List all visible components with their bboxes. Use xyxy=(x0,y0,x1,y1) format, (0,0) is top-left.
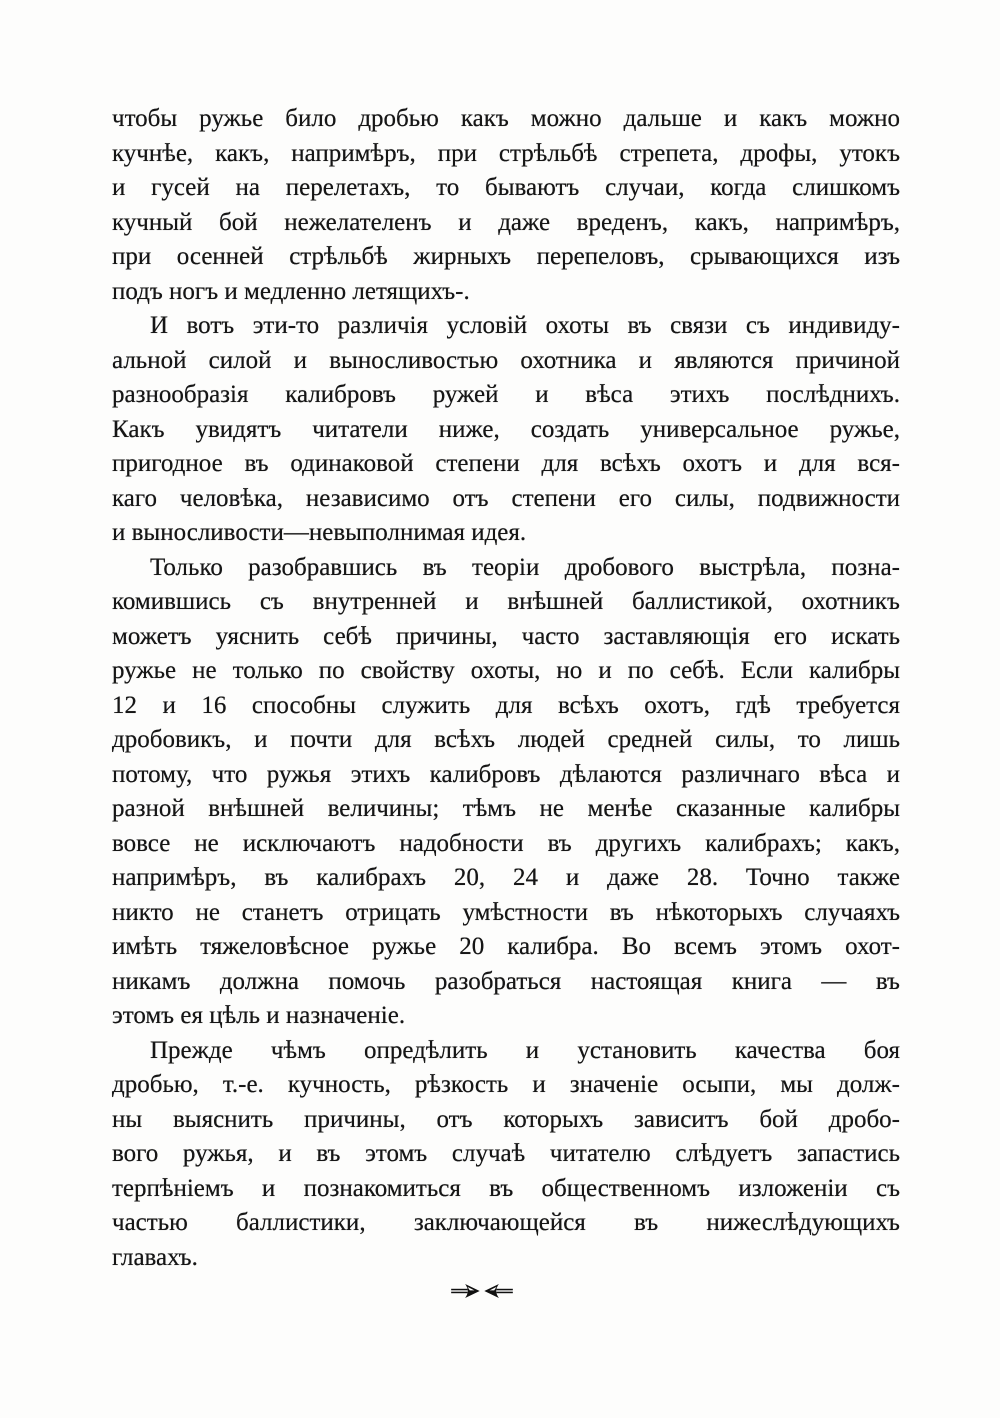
paragraph xyxy=(112,1034,900,1276)
text-line: вовсе не исключаютъ надобности въ другихъ калибрахъ; какъ, xyxy=(112,829,900,857)
text-line: альной силой и выносливостью охотника и являются причиной xyxy=(112,346,900,374)
text-line: чтобы ружье било дробью какъ можно дальше и какъ можно xyxy=(112,105,900,132)
text-line: ны выяснить причины, отъ которыхъ зависитъ бой дробо- xyxy=(112,1105,900,1133)
text-line: кучнѣе, какъ, напримѣръ, при стрѣльбѣ стрепета, дрофы, утокъ xyxy=(112,139,900,167)
text-block xyxy=(112,102,900,1275)
text-line: Только разобравшись въ теоріи дробового выстрѣла, позна- xyxy=(150,553,900,581)
text-line: дробью, т.-е. кучность, рѣзкость и значеніе осыпи, мы долж- xyxy=(112,1071,900,1098)
text-line: разнообразія калибровъ ружей и вѣса этихъ послѣднихъ. xyxy=(112,381,900,408)
paragraph xyxy=(112,102,900,309)
text-line: никто не станетъ отрицать умѣстности въ нѣкоторыхъ случаяхъ xyxy=(112,898,900,926)
ornament-divider-icon xyxy=(112,1281,852,1306)
text-line: разной внѣшней величины; тѣмъ не менѣе сказанные калибры xyxy=(112,795,900,822)
text-line: И вотъ эти-то различія условій охоты въ связи съ индивиду- xyxy=(150,312,900,339)
text-line: Прежде чѣмъ опредѣлить и установить качества боя xyxy=(150,1036,900,1064)
text-line: каго человѣка, независимо отъ степени его силы, подвижности xyxy=(112,484,900,512)
text-line: вого ружья, и въ этомъ случаѣ читателю слѣдуетъ запастись xyxy=(112,1140,900,1167)
text-line: ружье не только по свойству охоты, но и по себѣ. Если калибры xyxy=(112,657,900,684)
text-line: комившись съ внутренней и внѣшней баллистикой, охотникъ xyxy=(112,588,900,615)
text-line: этомъ ея цѣль и назначеніе. xyxy=(112,1002,406,1029)
text-line: и гусей на перелетахъ, то бываютъ случаи, когда слишкомъ xyxy=(112,174,900,201)
text-line: 12 и 16 способны служить для всѣхъ охотъ, гдѣ требуется xyxy=(112,691,900,719)
text-line: кучный бой нежелателенъ и даже вреденъ, какъ, напримѣръ, xyxy=(112,208,900,236)
text-line: потому, что ружья этихъ калибровъ дѣлаются различнаго вѣса и xyxy=(112,760,900,788)
text-line: Какъ увидятъ читатели ниже, создать универсальное ружье, xyxy=(112,415,900,443)
text-line: подъ ногъ и медленно летящихъ-. xyxy=(112,277,470,305)
text-line: терпѣніемъ и познакомиться въ общественномъ изложеніи съ xyxy=(112,1174,900,1202)
text-line: пригодное въ одинаковой степени для всѣхъ охотъ и для вся- xyxy=(112,450,900,477)
text-line: напримѣръ, въ калибрахъ 20, 24 и даже 28. Точно также xyxy=(112,864,900,891)
text-line: имѣть тяжеловѣсное ружье 20 калибра. Во всемъ этомъ охот- xyxy=(112,933,900,960)
text-line: главахъ. xyxy=(112,1243,198,1271)
text-line: при осенней стрѣльбѣ жирныхъ перепеловъ, срывающихся изъ xyxy=(112,243,900,270)
text-line: можетъ уяснить себѣ причины, часто заставляющія его искать xyxy=(112,622,900,650)
paragraph xyxy=(112,309,900,551)
paragraph xyxy=(112,551,900,1034)
text-line: никамъ должна помочь разобраться настоящая книга — въ xyxy=(112,967,900,995)
text-line: частью баллистики, заключающейся въ нижеслѣдующихъ xyxy=(112,1209,900,1236)
text-line: дробовикъ, и почти для всѣхъ людей средней силы, то лишь xyxy=(112,726,900,753)
text-line: и выносливости—невыполнимая идея. xyxy=(112,519,527,546)
